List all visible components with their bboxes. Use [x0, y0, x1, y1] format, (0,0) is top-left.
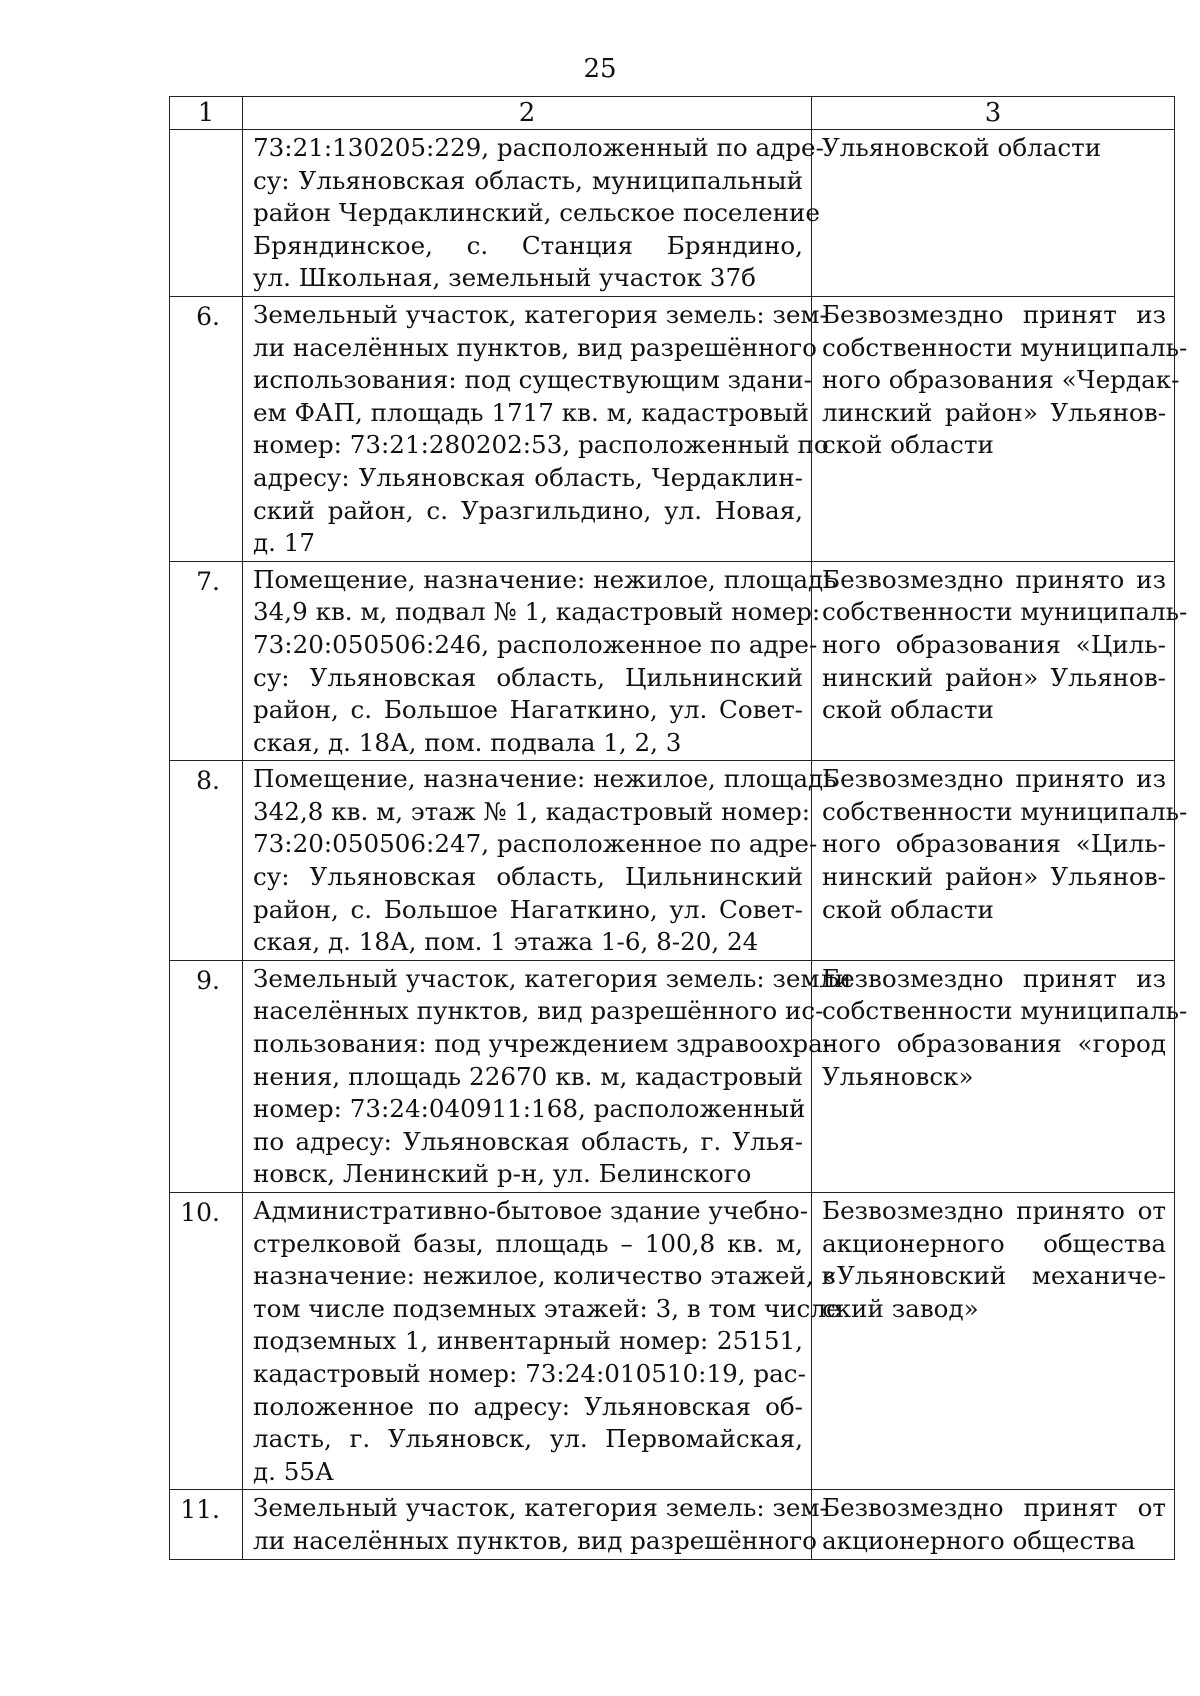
note-line: ской области — [822, 430, 994, 460]
description-line: по адресу: Ульяновская область, г. Улья- — [253, 1126, 803, 1156]
description-line: 342,8 кв. м, этаж № 1, кадастровый номер: — [253, 796, 811, 826]
description-line: су: Ульяновская область, Цильнинский — [253, 662, 803, 692]
property-table — [169, 96, 1188, 1560]
description-line: номер: 73:21:280202:53, расположенный по — [253, 430, 829, 460]
note-line: собственности муниципаль- — [822, 597, 1188, 627]
description-line: положенное по адресу: Ульяновская об- — [253, 1391, 803, 1421]
page-number: 25 — [583, 54, 617, 84]
description-line: район Чердаклинский, сельское поселение — [253, 198, 820, 228]
row-description — [243, 296, 829, 561]
row-number: 7. — [170, 561, 243, 761]
row-note — [812, 561, 1188, 761]
description-line: 73:20:050506:246, расположенное по адре- — [253, 629, 818, 659]
description-line: Бряндинское, с. Станция Бряндино, — [253, 230, 803, 260]
row-note — [812, 1193, 1175, 1490]
table-header-row — [170, 97, 1175, 130]
note-line: Безвозмездно принят из — [822, 963, 1166, 993]
description-line: номер: 73:24:040911:168, расположенный — [253, 1094, 806, 1124]
description-line: новск, Ленинский р-н, ул. Белинского — [253, 1159, 752, 1189]
row-description — [243, 1193, 841, 1490]
row-description — [243, 561, 837, 761]
description-line: 34,9 кв. м, подвал № 1, кадастровый номер: — [253, 597, 821, 627]
note-line: ного образования «город — [822, 1029, 1166, 1059]
note-line: ский завод» — [822, 1293, 979, 1323]
row-number: 10. — [170, 1193, 243, 1490]
note-line: собственности муниципаль- — [822, 796, 1188, 826]
row-number: 6. — [170, 296, 243, 561]
note-line: «Ульяновский механиче- — [822, 1261, 1166, 1291]
note-line: нинский район» Ульянов- — [822, 862, 1166, 892]
description-line: ли населённых пунктов, вид разрешённого — [253, 1525, 817, 1555]
description-line: нения, площадь 22670 кв. м, кадастровый — [253, 1061, 803, 1091]
note-line: ного образования «Чердак- — [822, 365, 1180, 395]
description-line: использования: под существующим здани- — [253, 365, 812, 395]
description-line: 73:21:130205:229, расположенный по адре- — [253, 133, 824, 162]
description-line: Земельный участок, категория земель: зем- — [253, 1493, 828, 1523]
note-line: Безвозмездно принято из — [822, 764, 1166, 794]
row-note — [812, 761, 1188, 961]
row-note — [812, 960, 1188, 1192]
description-line: район, с. Большое Нагаткино, ул. Совет- — [253, 894, 803, 924]
note-line: ного образования «Циль- — [822, 629, 1166, 659]
note-line: Безвозмездно принято от — [822, 1196, 1166, 1225]
description-line: ская, д. 18А, пом. 1 этажа 1-6, 8-20, 24 — [253, 927, 759, 957]
table-body — [170, 130, 1188, 1560]
row-note — [812, 1490, 1175, 1559]
description-line: Помещение, назначение: нежилое, площадь — [253, 564, 837, 594]
row-number — [170, 130, 243, 297]
description-line: ем ФАП, площадь 1717 кв. м, кадастровый — [253, 397, 809, 427]
description-line: Помещение, назначение: нежилое, площадь — [253, 764, 837, 794]
column-header-note: 3 — [812, 97, 1175, 130]
column-header-number: 1 — [170, 97, 243, 130]
description-line: пользования: под учреждением здравоохра- — [253, 1029, 832, 1059]
note-line: Безвозмездно принят от — [822, 1493, 1166, 1523]
note-line: Безвозмездно принят из — [822, 299, 1166, 329]
description-line: Земельный участок, категория земель: зем- — [253, 299, 828, 329]
description-line: ул. Школьная, земельный участок 37б — [253, 263, 756, 293]
table-row — [170, 1490, 1175, 1559]
note-line: собственности муниципаль- — [822, 332, 1188, 362]
note-line: собственности муниципаль- — [822, 996, 1188, 1026]
table-row — [170, 130, 1175, 297]
table-row — [170, 960, 1175, 1192]
row-number: 11. — [170, 1490, 243, 1559]
row-number: 9. — [170, 960, 243, 1192]
note-line: ской области — [822, 695, 994, 725]
description-line: су: Ульяновская область, муниципальный — [253, 165, 803, 195]
description-line: ласть, г. Ульяновск, ул. Первомайская, — [253, 1424, 803, 1454]
table-row — [170, 561, 1175, 761]
description-line: стрелковой базы, площадь – 100,8 кв. м, — [253, 1228, 803, 1258]
note-line: Безвозмездно принято из — [822, 564, 1166, 594]
description-line: ли населённых пунктов, вид разрешённого — [253, 332, 817, 362]
row-description — [243, 761, 837, 961]
description-line: подземных 1, инвентарный номер: 25151, — [253, 1326, 803, 1356]
note-line: Ульяновской области — [822, 133, 1102, 162]
description-line: су: Ульяновская область, Цильнинский — [253, 862, 803, 892]
description-line: д. 17 — [253, 528, 316, 558]
description-line: район, с. Большое Нагаткино, ул. Совет- — [253, 695, 803, 725]
row-description — [243, 960, 852, 1192]
description-line: адресу: Ульяновская область, Чердаклин- — [253, 462, 803, 492]
description-line: ский район, с. Уразгильдино, ул. Новая, — [253, 495, 803, 525]
row-description — [243, 1490, 828, 1559]
description-line: ская, д. 18А, пом. подвала 1, 2, 3 — [253, 727, 682, 757]
column-header-description: 2 — [243, 97, 812, 130]
table-row — [170, 296, 1175, 561]
description-line: назначение: нежилое, количество этажей, в — [253, 1261, 836, 1291]
description-line: Административно-бытовое здание учебно- — [253, 1196, 809, 1225]
row-note — [812, 130, 1175, 297]
note-line: линский район» Ульянов- — [822, 397, 1166, 427]
note-line: акционерного общества — [822, 1228, 1166, 1258]
description-line: том числе подземных этажей: 3, в том числе — [253, 1293, 841, 1323]
table-row — [170, 761, 1175, 961]
note-line: ской области — [822, 894, 994, 924]
row-note — [812, 296, 1188, 561]
description-line: кадастровый номер: 73:24:010510:19, рас- — [253, 1358, 806, 1388]
description-line: д. 55А — [253, 1456, 334, 1486]
table-row — [170, 1193, 1175, 1490]
note-line: Ульяновск» — [822, 1061, 974, 1091]
description-line: 73:20:050506:247, расположенное по адре- — [253, 829, 818, 859]
note-line: акционерного общества — [822, 1525, 1136, 1555]
description-line: населённых пунктов, вид разрешённого ис- — [253, 996, 824, 1026]
note-line: нинский район» Ульянов- — [822, 662, 1166, 692]
row-description — [243, 130, 824, 297]
row-number: 8. — [170, 761, 243, 961]
description-line: Земельный участок, категория земель: земли — [253, 963, 852, 993]
note-line: ного образования «Циль- — [822, 829, 1166, 859]
